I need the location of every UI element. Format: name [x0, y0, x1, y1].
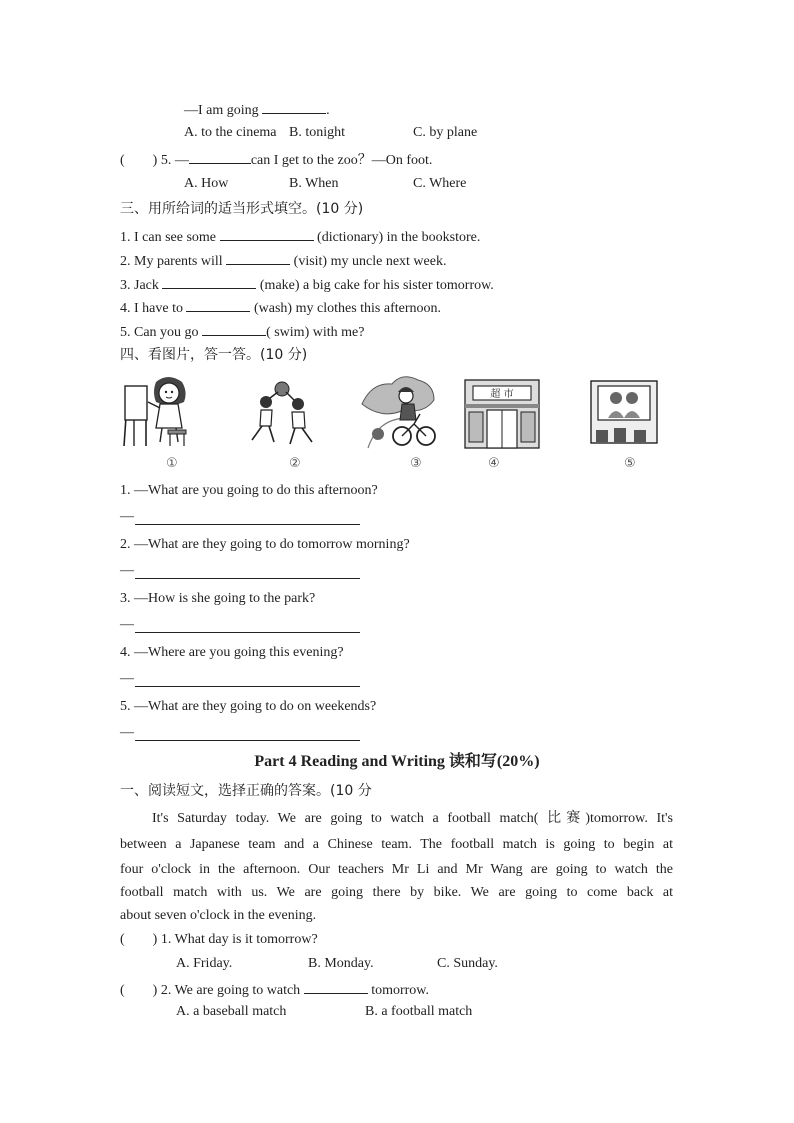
q5-option-c[interactable]: C. Where [413, 176, 467, 191]
picture-number-5: ⑤ [624, 456, 636, 471]
q5-option-b[interactable]: B. When [289, 176, 339, 191]
answer-paren[interactable]: ( ) [120, 932, 158, 947]
reading-q1-option-c[interactable]: C. Sunday. [437, 956, 498, 971]
section4-title: 四、看图片，答一答。(10 分) [120, 347, 308, 363]
s4-answer-dash-1: — [120, 509, 134, 524]
reading-q1-option-b[interactable]: B. Monday. [308, 956, 374, 971]
s3-item-4: 4. I have to (wash) my clothes this afternoon. [120, 297, 441, 318]
s3-item-2: 2. My parents will (visit) my uncle next week. [120, 250, 446, 271]
q4-option-b[interactable]: B. tonight [289, 125, 346, 140]
q4-answer-line: —I am going . [184, 99, 330, 120]
s4-answer-line-4[interactable] [135, 686, 360, 687]
s3-blank-3[interactable] [162, 274, 256, 289]
picture-number-2: ② [289, 456, 301, 471]
passage-line-5: about seven o'clock in the evening. [120, 908, 317, 923]
s4-answer-dash-5: — [120, 725, 134, 740]
s3-item-1: 1. I can see some (dictionary) in the bookstore. [120, 226, 480, 247]
picture-riding-bike [358, 374, 438, 450]
s4-question-4: 4. —Where are you going this evening? [120, 645, 344, 660]
s4-question-5: 5. —What are they going to do on weekends? [120, 699, 377, 714]
reading-q2-option-b[interactable]: B. a football match [365, 1004, 473, 1019]
s4-answer-line-1[interactable] [135, 524, 360, 525]
picture-cinema [590, 380, 658, 444]
passage-line-3: four o'clock in the afternoon. Our teachers Mr Li and Mr Wang are going to watch the [120, 862, 673, 877]
picture-number-3: ③ [410, 456, 422, 471]
passage-line-1: It's Saturday today. We are going to watch a football match( 比赛)tomorrow. It's [152, 811, 673, 826]
q5-option-a[interactable]: A. How [184, 176, 229, 191]
q5-line: ( ) 5. — can I get to the zoo？—On foot. [120, 149, 432, 170]
picture-girl-drawing [122, 372, 198, 450]
q4-option-c[interactable]: C. by plane [413, 125, 478, 140]
s4-answer-line-2[interactable] [135, 578, 360, 579]
passage-line-4: football match with us. We are going there by bike. We are going to come back at [120, 885, 673, 900]
q5-blank[interactable] [189, 149, 251, 164]
s3-blank-4[interactable] [186, 297, 250, 312]
reading-q2-blank[interactable] [304, 979, 368, 994]
s4-question-2: 2. —What are they going to do tomorrow morning? [120, 537, 410, 552]
supermarket-sign-text: 超 市 [490, 389, 514, 400]
s3-item-3: 3. Jack (make) a big cake for his sister tomorrow. [120, 274, 494, 295]
s4-question-3: 3. —How is she going to the park? [120, 591, 316, 606]
s3-blank-5[interactable] [202, 321, 266, 336]
reading-q1-option-a[interactable]: A. Friday. [176, 956, 233, 971]
s4-answer-dash-2: — [120, 563, 134, 578]
s4-answer-dash-3: — [120, 617, 134, 632]
s4-answer-line-5[interactable] [135, 740, 360, 741]
reading-q2-option-a[interactable]: A. a baseball match [176, 1004, 287, 1019]
picture-playing-ball [244, 380, 320, 450]
s4-answer-line-3[interactable] [135, 632, 360, 633]
picture-number-1: ① [166, 456, 178, 471]
s3-blank-2[interactable] [226, 250, 290, 265]
section3-title: 三、用所给词的适当形式填空。(10 分) [120, 201, 364, 217]
reading-q1: ( ) 1. What day is it tomorrow? [120, 932, 318, 947]
part4-section1-title: 一、阅读短文，选择正确的答案。(10 分 [120, 783, 372, 799]
reading-q2: ( ) 2. We are going to watch tomorrow. [120, 979, 429, 1000]
s4-answer-dash-4: — [120, 671, 134, 686]
q4-blank[interactable] [262, 99, 326, 114]
answer-paren[interactable]: ( ) [120, 983, 158, 998]
s3-blank-1[interactable] [220, 226, 314, 241]
answer-paren[interactable]: ( ) [120, 153, 158, 168]
q4-option-a[interactable]: A. to the cinema [184, 125, 277, 140]
passage-line-2: between a Japanese team and a Chinese team. The football match is going to begin at [120, 837, 673, 852]
s3-item-5: 5. Can you go ( swim) with me? [120, 321, 364, 342]
picture-supermarket [463, 376, 541, 450]
s4-question-1: 1. —What are you going to do this afternoon? [120, 483, 378, 498]
part4-heading: Part 4 Reading and Writing 读和写(20%) [254, 753, 540, 770]
picture-number-4: ④ [488, 456, 500, 471]
